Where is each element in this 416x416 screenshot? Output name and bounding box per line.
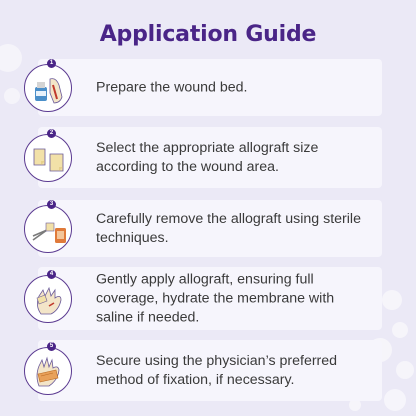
step-text: Prepare the wound bed. <box>96 79 248 95</box>
hand-bandage-icon <box>25 348 73 396</box>
step-icon-circle <box>24 59 72 112</box>
step-number-badge: 1 <box>47 59 56 68</box>
allograft-sheets-icon <box>25 135 73 183</box>
page-title: Application Guide <box>99 22 317 47</box>
step-text: Carefully remove the allograft using sterile techniques. <box>96 210 361 246</box>
step-icon-circle <box>24 200 72 253</box>
hand-apply-icon <box>25 276 73 324</box>
wound-prep-icon <box>25 65 73 113</box>
step-text: Select the appropriate allograft size according to the wound area. <box>96 139 319 175</box>
step-2 <box>22 127 382 188</box>
step-5 <box>22 340 382 401</box>
step-icon-circle <box>24 129 72 182</box>
step-icon-circle <box>24 270 72 323</box>
step-number-badge: 5 <box>47 342 56 351</box>
step-number-badge: 2 <box>47 129 56 138</box>
step-number-badge: 4 <box>47 270 56 279</box>
step-text: Gently apply allograft, ensuring full coverage, hydrate the membrane with saline if needed. <box>96 271 335 325</box>
step-number-badge: 3 <box>47 200 56 209</box>
step-4 <box>22 267 382 330</box>
step-icon-circle <box>24 342 72 395</box>
step-text: Secure using the physician’s preferred method of fixation, if necessary. <box>96 352 338 388</box>
step-3 <box>22 200 382 257</box>
forceps-allograft-icon <box>25 206 73 254</box>
step-1 <box>22 59 382 116</box>
